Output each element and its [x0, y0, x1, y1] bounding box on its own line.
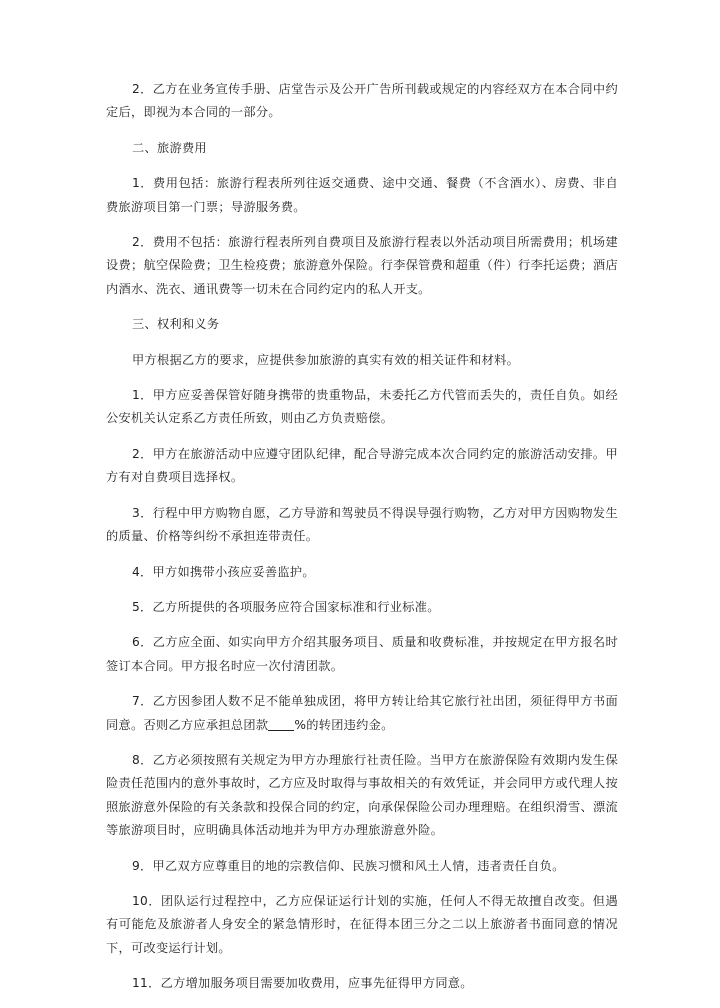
clause-2-2: 2．费用不包括：旅游行程表所列自费项目及旅游行程表以外活动项目所需费用；机场建设费；航空保险费；卫生检疫费；旅游意外保险。行李保管费和超重（件）行李托运费；酒店内酒水、洗衣、通讯费等一切未在合同约定内的私人开支。 [106, 235, 618, 296]
clause-2-1: 1．费用包括：旅游行程表所列往返交通费、途中交通、餐费（不含酒水）、房费、非自费旅游项目第一门票；导游服务费。 [106, 176, 618, 214]
section-heading-fees: 二、旅游费用 [132, 140, 207, 155]
clause-3-6: 6．乙方应全面、如实向甲方介绍其服务项目、质量和收费标准，并按规定在甲方报名时签订本合同。甲方报名时应一次付清团款。 [106, 635, 618, 673]
clause-3-4: 4．甲方如携带小孩应妥善监护。 [132, 564, 315, 579]
clause-3-2: 2．甲方在旅游活动中应遵守团队纪律，配合导游完成本次合同约定的旅游活动安排。甲方有对自费项目选择权。 [106, 446, 618, 485]
clause-3-5: 5．乙方所提供的各项服务应符合国家标准和行业标准。 [132, 599, 440, 614]
clause-3-7-text: 7．乙方因参团人数不足不能单独成团，将甲方转让给其它旅行社出团，须征得甲方书面同意。否则乙方应承担总团款 [106, 694, 618, 732]
clause-3-10: 10．团队运行过程控中，乙方应保证运行计划的实施，任何人不得无故擅自改变。但遇有可能危及旅游者人身安全的紧急情形时，在征得本团三分之二以上旅游者书面同意的情况下，可改变运行计划。 [106, 893, 618, 955]
clause-3-9: 9．甲乙双方应尊重目的地的宗教信仰、民族习惯和风土人情，违者责任自负。 [132, 858, 565, 873]
clause-3-3: 3．行程中甲方购物自愿，乙方导游和驾驶员不得误导强行购物，乙方对甲方因购物发生的质量、价格等纠纷不承担连带责任。 [106, 505, 618, 544]
clause-3-7 [106, 690, 618, 737]
clause-3-7-suffix: %的转团违约金。 [294, 717, 394, 732]
clause-3-8: 8．乙方必须按照有关规定为甲方办理旅行社责任险。当甲方在旅游保险有效期内发生保险责任范围内的意外事故时，乙方应及时取得与事故相关的有效凭证，并会同甲方或代理人按照旅游意外保险的有关条款和投保合同的约定，向承保保险公司办理理赔。在组织滑雪、漂流等旅游项目时，应明确具体活动地并为甲方办理旅游意外险。 [106, 752, 618, 838]
clause-3-intro: 甲方根据乙方的要求，应提供参加旅游的真实有效的相关证件和材料。 [132, 352, 520, 367]
section-heading-rights: 三、权利和义务 [132, 317, 220, 332]
clause-3-1: 1．甲方应妥善保管好随身携带的贵重物品，未委托乙方代管而丢失的，责任自负。如经公安机关认定系乙方责任所致，则由乙方负责赔偿。 [106, 388, 618, 426]
clause-1-2: 2．乙方在业务宣传手册、店堂告示及公开广告所刊载或规定的内容经双方在本合同中约定后，即视为本合同的一部分。 [106, 82, 618, 120]
document-body [106, 78, 618, 1008]
blank-line [268, 718, 294, 731]
clause-3-11: 11．乙方增加服务项目需要加收费用，应事先征得甲方同意。 [132, 976, 473, 991]
